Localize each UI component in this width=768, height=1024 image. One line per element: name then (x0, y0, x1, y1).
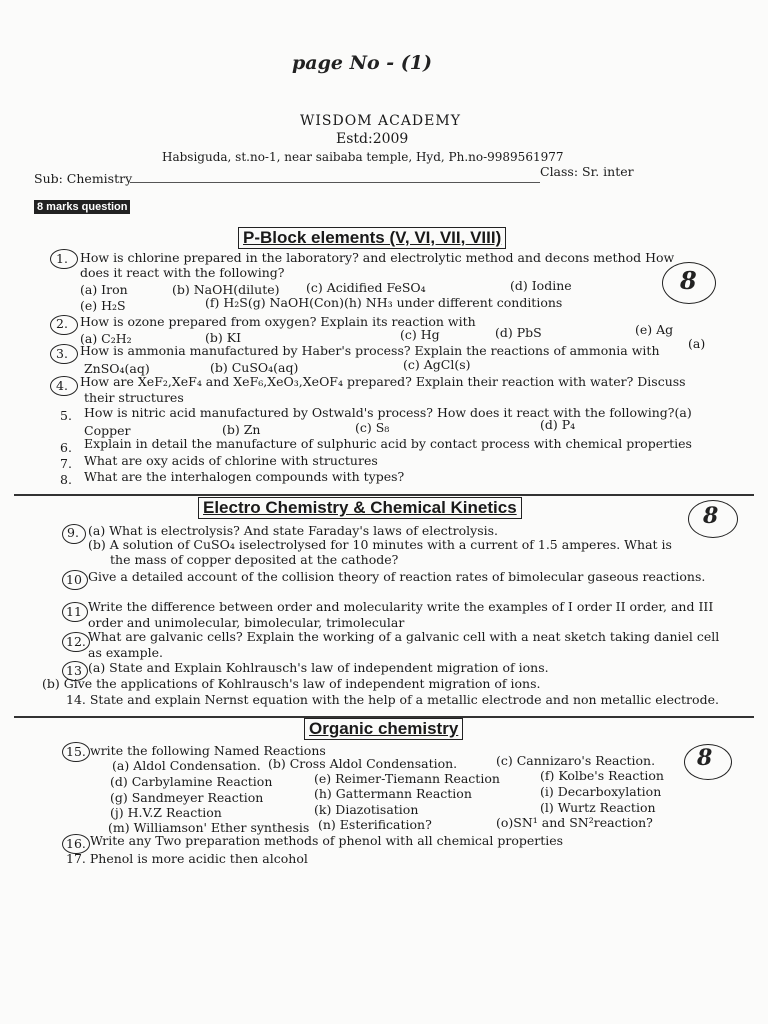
question-number: 11 (66, 604, 82, 619)
question-1-text: How is chlorine prepared in the laboratory? and electrolytic method and decons method How (80, 250, 675, 265)
question-16-text: Write any Two preparation methods of phenol with all chemical properties (90, 833, 564, 848)
reaction-item: (c) Cannizaro's Reaction. (496, 753, 656, 768)
marks-value: 8 (680, 266, 697, 295)
option-item: (f) H₂S(g) NaOH(Con)(h) NH₃ under different conditions (205, 295, 563, 310)
question-13-text: (a) State and Explain Kohlrausch's law of independent migration of ions. (88, 660, 549, 675)
question-number: 4. (56, 378, 68, 393)
question-7-text: What are oxy acids of chlorine with structures (84, 453, 378, 468)
option-item: ZnSO₄(aq) (84, 361, 150, 376)
question-6-text: Explain in detail the manufacture of sulphuric acid by contact process with chemical properties (84, 436, 692, 451)
question-11-text-cont: order and unimolecular, bimolecular, trimolecular (88, 615, 405, 630)
reaction-item: (f) Kolbe's Reaction (540, 768, 664, 783)
question-8-text: What are the interhalogen compounds with types? (84, 469, 405, 484)
option-item: Copper (84, 423, 131, 438)
reaction-item: (k) Diazotisation (314, 802, 419, 817)
reaction-item: (m) Williamson' Ether synthesis (108, 820, 310, 835)
option-item: (e) Ag (635, 322, 674, 337)
reaction-item: (b) Cross Aldol Condensation. (268, 756, 458, 771)
question-number: 7. (60, 456, 72, 471)
reaction-item: (n) Esterification? (318, 817, 432, 832)
class-label: Class: Sr. inter (540, 164, 634, 179)
marks-label: 8 marks question (34, 200, 130, 214)
option-item: (a) (688, 336, 706, 351)
question-12-text-cont: as example. (88, 645, 163, 660)
question-13-text-b: (b) Give the applications of Kohlrausch's law of independent migration of ions. (42, 676, 541, 691)
option-item: (c) Acidified FeSO₄ (306, 280, 426, 295)
section-divider (14, 494, 754, 496)
option-item: (d) P₄ (540, 417, 576, 432)
option-item: (c) Hg (400, 327, 440, 342)
option-item: (d) Iodine (510, 278, 572, 293)
question-14-text: 14. State and explain Nernst equation with the help of a metallic electrode and non metallic electrode. (66, 692, 719, 707)
question-17-text: 17. Phenol is more acidic then alcohol (66, 851, 308, 866)
reaction-item: (i) Decarboxylation (540, 784, 662, 799)
marks-value: 8 (697, 745, 713, 771)
question-9-text-b: (b) A solution of CuSO₄ iselectrolysed for 10 minutes with a current of 1.5 amperes. What is (88, 537, 672, 552)
question-number: 5. (60, 408, 72, 423)
subject-underline (130, 182, 540, 183)
reaction-item: (a) Aldol Condensation. (112, 758, 261, 773)
question-number: 2. (56, 316, 68, 331)
section-title-pblock: P-Block elements (V, VI, VII, VIII) (238, 227, 506, 249)
address-line: Habsiguda, st.no-1, near saibaba temple, Hyd, Ph.no-9989561977 (162, 150, 564, 164)
question-5-text: How is nitric acid manufactured by Ostwald's process? How does it react with the following?(a) (84, 405, 692, 420)
question-9-text: (a) What is electrolysis? And state Faraday's laws of electrolysis. (88, 523, 499, 538)
question-number: 16. (66, 836, 86, 851)
question-4-text-cont: their structures (84, 390, 184, 405)
reaction-item: (e) Reimer-Tiemann Reaction (314, 771, 500, 786)
question-3-text: How is ammonia manufactured by Haber's process? Explain the reactions of ammonia with (80, 343, 660, 358)
page-number: page No - (1) (292, 52, 432, 74)
reaction-item: (l) Wurtz Reaction (540, 800, 656, 815)
reaction-item: (j) H.V.Z Reaction (110, 805, 222, 820)
option-item: (c) S₈ (355, 420, 390, 435)
question-11-text: Write the difference between order and molecularity write the examples of I order II order, and III (88, 599, 714, 614)
reaction-item: (d) Carbylamine Reaction (110, 774, 273, 789)
question-number: 12. (66, 634, 86, 649)
question-number: 1. (56, 251, 68, 266)
question-9-text-c: the mass of copper deposited at the cathode? (110, 552, 399, 567)
established-year: Estd:2009 (336, 131, 409, 147)
option-item: (b) CuSO₄(aq) (210, 360, 299, 375)
option-item: (e) H₂S (80, 298, 126, 313)
question-number: 9. (67, 525, 79, 540)
question-number: 3. (56, 346, 68, 361)
question-number: 15. (66, 744, 86, 759)
option-item: (a) Iron (80, 282, 128, 297)
option-item: (d) PbS (495, 325, 542, 340)
question-10-text: Give a detailed account of the collision theory of reaction rates of bimolecular gaseous reactions. (88, 569, 706, 584)
question-number: 6. (60, 440, 72, 455)
question-number: 10 (66, 572, 82, 587)
option-item: (b) Zn (222, 422, 261, 437)
section-title-electrochem: Electro Chemistry & Chemical Kinetics (198, 497, 522, 519)
option-item: (a) C₂H₂ (80, 331, 132, 346)
question-12-text: What are galvanic cells? Explain the working of a galvanic cell with a neat sketch taking daniel cell (88, 629, 720, 644)
reaction-item: (h) Gattermann Reaction (314, 786, 472, 801)
question-4-text: How are XeF₂,XeF₄ and XeF₆,XeO₃,XeOF₄ prepared? Explain their reaction with water? Discuss (80, 374, 686, 389)
option-item: (c) AgCl(s) (403, 357, 471, 372)
subject-label: Sub: Chemistry (34, 171, 133, 186)
reaction-item: (g) Sandmeyer Reaction (110, 790, 264, 805)
marks-value: 8 (703, 503, 719, 529)
option-item: (b) NaOH(dilute) (172, 282, 280, 297)
question-number: 13 (66, 663, 82, 678)
question-1-text-cont: does it react with the following? (80, 265, 285, 280)
question-15-text: write the following Named Reactions (90, 743, 326, 758)
section-title-organic: Organic chemistry (304, 718, 463, 740)
reaction-item: (o)SN¹ and SN²reaction? (496, 815, 653, 830)
institute-name: WISDOM ACADEMY (300, 113, 461, 129)
question-number: 8. (60, 472, 72, 487)
question-2-text: How is ozone prepared from oxygen? Explain its reaction with (80, 314, 476, 329)
option-item: (b) KI (205, 330, 242, 345)
